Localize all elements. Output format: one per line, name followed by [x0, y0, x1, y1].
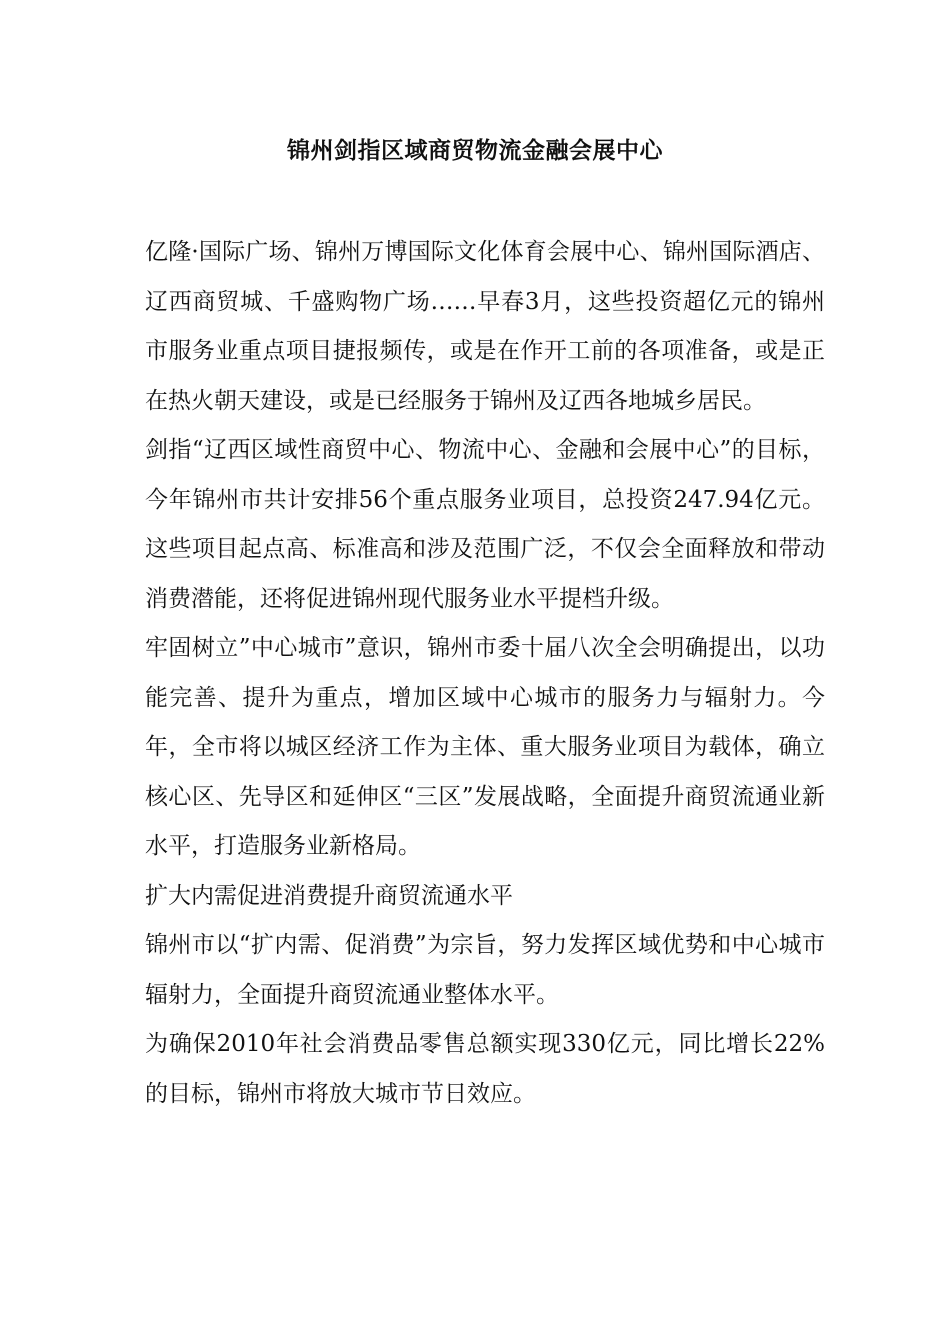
document-title: 锦州剑指区域商贸物流金融会展中心 — [287, 138, 663, 164]
paragraph-goals: 剑指“辽西区域性商贸中心、物流中心、金融和会展中心”的目标，今年锦州市共计安排56个重点服务业项目，总投资247.94亿元。这些项目起点高、标准高和涉及范围广泛，不仅会全面释放和带动消费潜能，还将促进锦州现代服务业水平提档升级。 — [145, 437, 825, 612]
paragraph-retail-target: 为确保2010年社会消费品零售总额实现330亿元，同比增长22%的目标，锦州市将放大城市节日效应。 — [145, 1031, 825, 1107]
section-heading-domestic-demand: 扩大内需促进消费提升商贸流通水平 — [145, 882, 513, 909]
paragraph-intro: 亿隆·国际广场、锦州万博国际文化体育会展中心、锦州国际酒店、辽西商贸城、千盛购物广场……早春3月，这些投资超亿元的锦州市服务业重点项目捷报频传，或是在作开工前的各项准备，或是正在热火朝天建设，或是已经服务于锦州及辽西各地城乡居民。 — [145, 239, 825, 414]
paragraph-central-city: 牢固树立”中心城市”意识，锦州市委十届八次全会明确提出，以功能完善、提升为重点，增加区域中心城市的服务力与辐射力。今年，全市将以城区经济工作为主体、重大服务业项目为载体，确立核心区、先导区和延伸区“三区”发展战略，全面提升商贸流通业新水平，打造服务业新格局。 — [145, 635, 825, 859]
document-body — [145, 228, 825, 1119]
paragraph-consumption: 锦州市以“扩内需、促消费”为宗旨，努力发挥区域优势和中心城市辐射力，全面提升商贸流通业整体水平。 — [145, 932, 825, 1008]
